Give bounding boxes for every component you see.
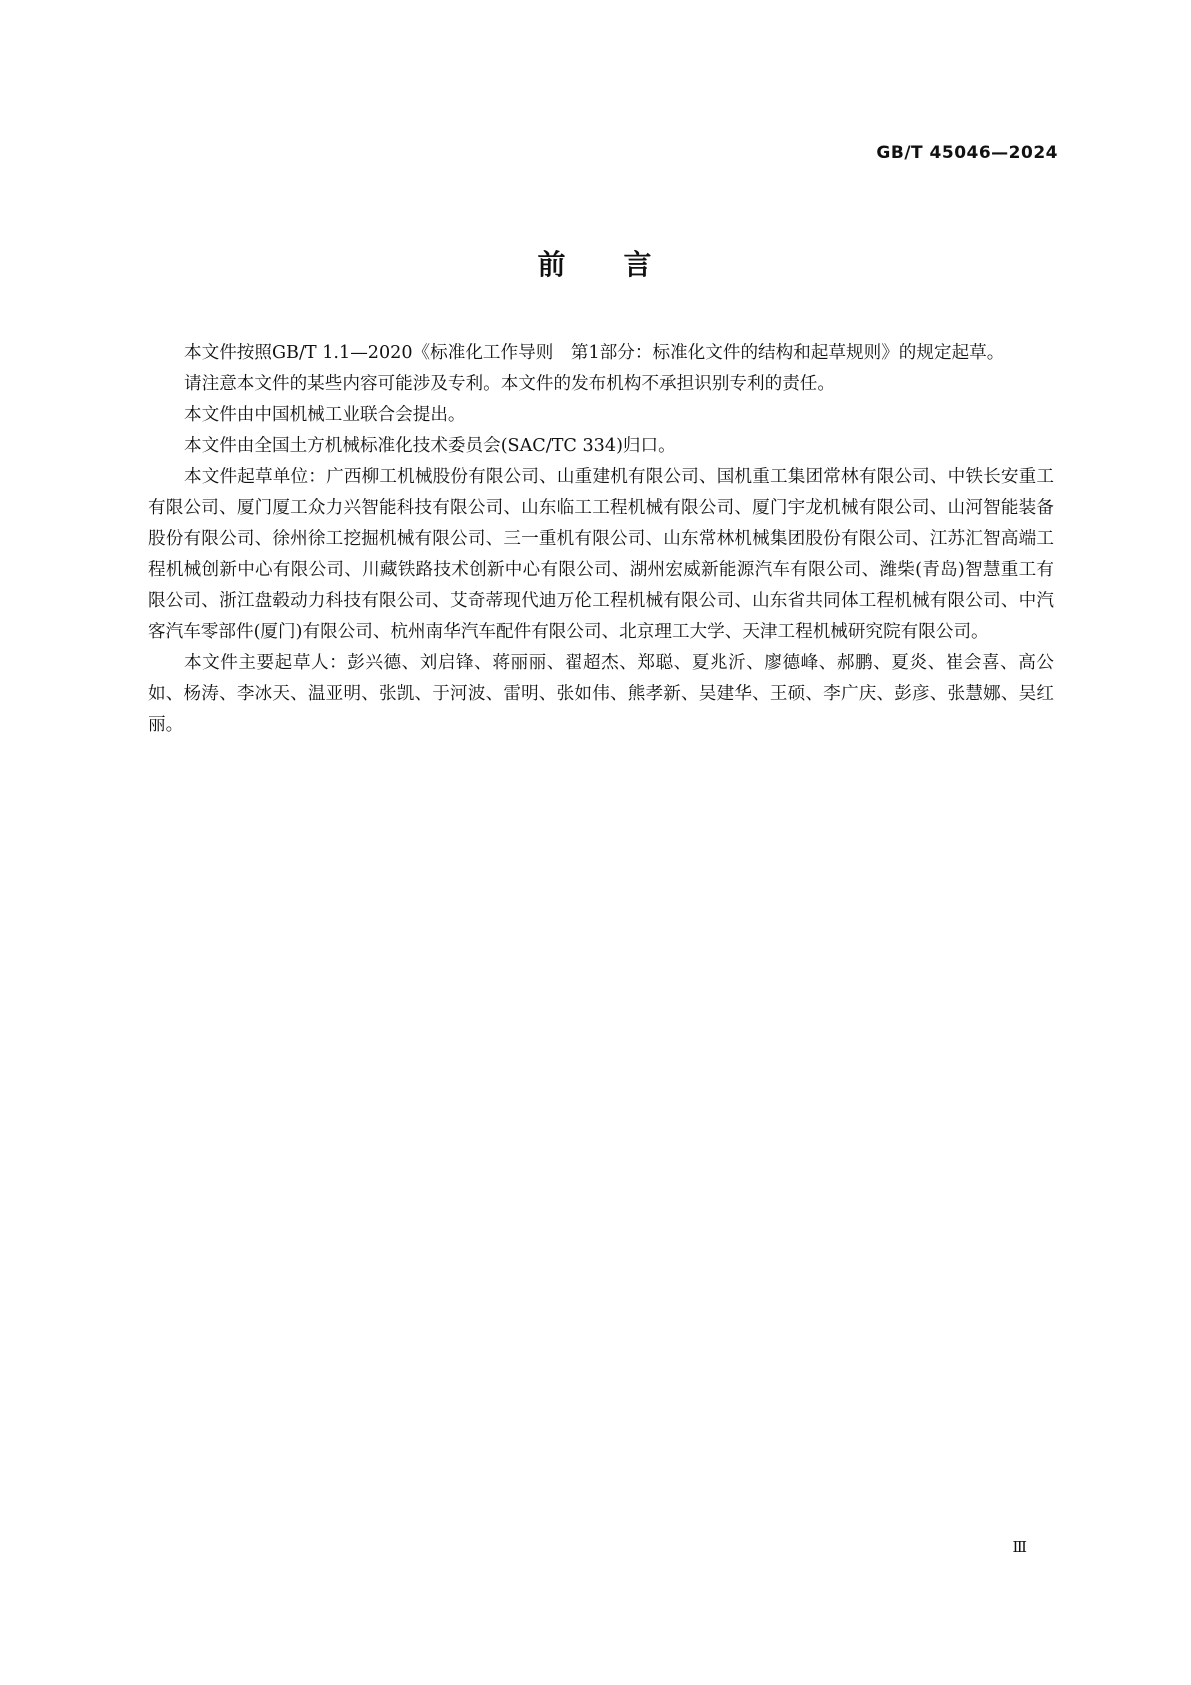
page-title	[0, 243, 1191, 283]
title-char-1: 前	[537, 248, 568, 281]
title-char-2: 言	[623, 248, 654, 281]
paragraph-patent-notice: 请注意本文件的某些内容可能涉及专利。本文件的发布机构不承担识别专利的责任。	[184, 374, 835, 394]
paragraph-drafting-organizations: 本文件起草单位：广西柳工机械股份有限公司、山重建机有限公司、国机重工集团常林有限公司、中铁长安重工有限公司、厦门厦工众力兴智能科技有限公司、山东临工工程机械有限公司、厦门宇龙机械有限公司、山河智能装备股份有限公司、徐州徐工挖掘机械有限公司、三一重机有限公司、山东常林机械集团股份有限公司、江苏汇智高端工程机械创新中心有限公司、川藏铁路技术创新中心有限公司、湖州宏威新能源汽车有限公司、潍柴(青岛)智慧重工有限公司、浙江盘毂动力科技有限公司、艾奇蒂现代迪万伦工程机械有限公司、山东省共同体工程机械有限公司、中汽客汽车零部件(厦门)有限公司、杭州南华汽车配件有限公司、北京理工大学、天津工程机械研究院有限公司。	[148, 467, 1054, 642]
paragraph-drafting-basis: 本文件按照GB/T 1.1—2020《标准化工作导则 第1部分：标准化文件的结构和起草规则》的规定起草。	[184, 343, 1005, 363]
page-number: Ⅲ	[1012, 1538, 1027, 1556]
paragraph-centralized-unit: 本文件由全国土方机械标准化技术委员会(SAC/TC 334)归口。	[184, 436, 676, 456]
paragraph-proposer: 本文件由中国机械工业联合会提出。	[184, 405, 466, 425]
standard-code: GB/T 45046—2024	[876, 143, 1058, 163]
paragraph-main-drafters: 本文件主要起草人：彭兴德、刘启锋、蒋丽丽、翟超杰、郑聪、夏兆沂、廖德峰、郝鹏、夏炎、崔会喜、高公如、杨涛、李冰天、温亚明、张凯、于河波、雷明、张如伟、熊孝新、吴建华、王硕、李广庆、彭彦、张慧娜、吴红丽。	[148, 653, 1054, 735]
foreword-body	[148, 338, 1054, 741]
